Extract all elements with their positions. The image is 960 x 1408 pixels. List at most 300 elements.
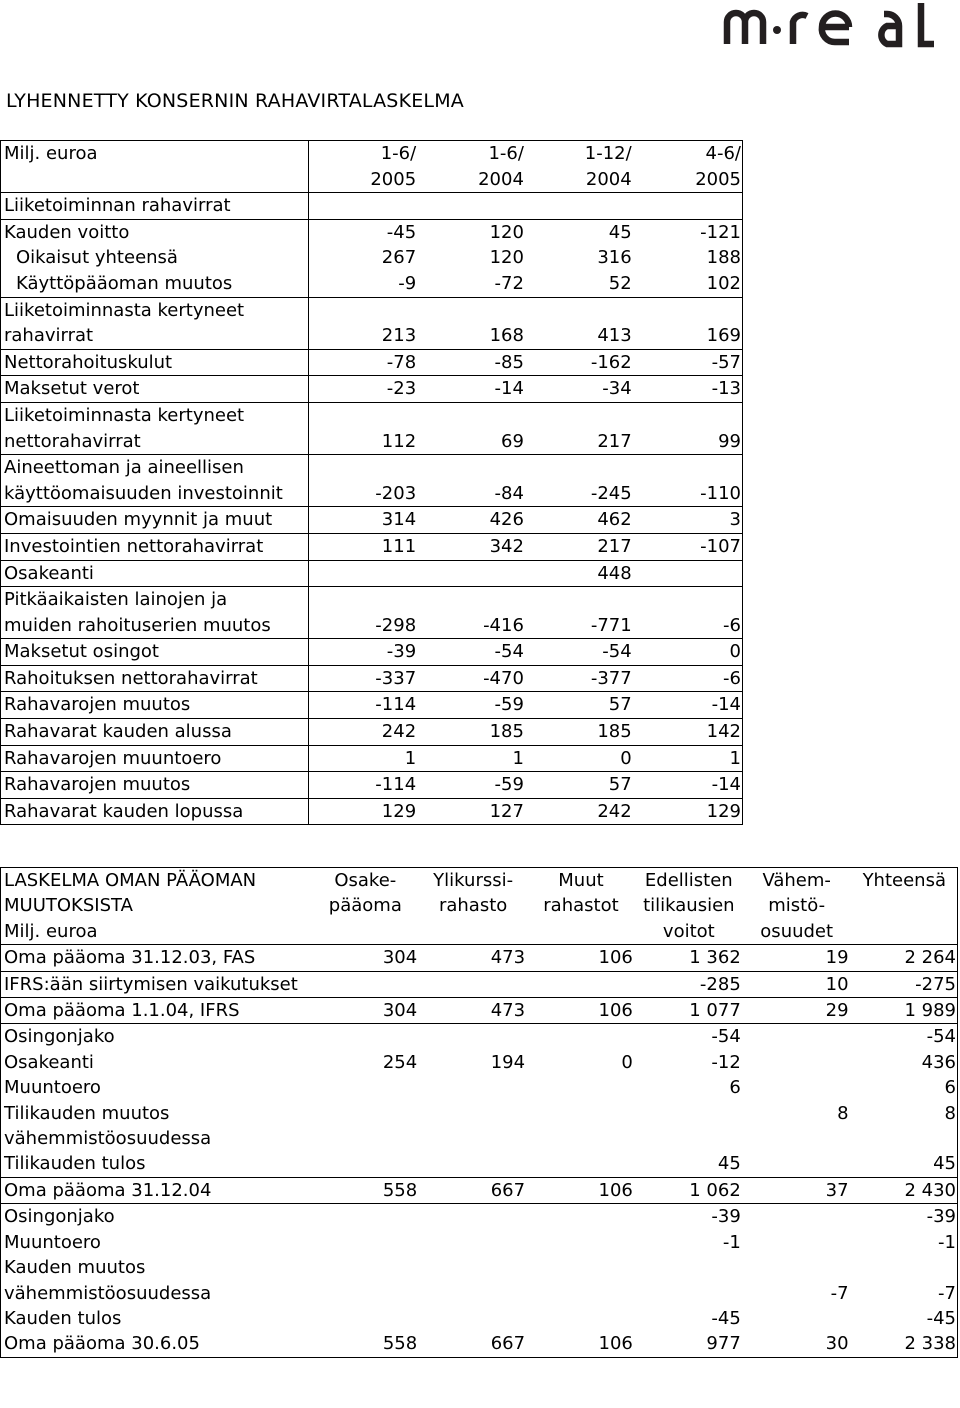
- row-value: 213: [308, 323, 417, 349]
- row-label: Maksetut osingot: [1, 639, 309, 666]
- row-value: 168: [417, 323, 525, 349]
- row-value: 1 062: [634, 1177, 742, 1203]
- row-value: [742, 1255, 850, 1280]
- table-row: [1, 1075, 958, 1100]
- equity-changes-table: [0, 867, 958, 1358]
- table-row: [1, 1230, 958, 1255]
- row-value: [310, 971, 418, 997]
- row-value: 413: [525, 323, 633, 349]
- row-value: 342: [417, 533, 525, 560]
- row-value: 304: [310, 945, 418, 971]
- row-value: [633, 193, 743, 220]
- row-value: [418, 1101, 526, 1126]
- equity-column-header: Vähem-: [762, 870, 831, 891]
- table-row: [1, 745, 743, 772]
- row-value: 169: [633, 323, 743, 349]
- row-value: 462: [525, 507, 633, 534]
- row-value: 473: [418, 945, 526, 971]
- table-row: [1, 1177, 958, 1203]
- row-value: 45: [634, 1151, 742, 1177]
- cashflow-period-header: 2004: [417, 167, 525, 193]
- table-row: [1, 798, 743, 825]
- row-value: [418, 1230, 526, 1255]
- row-value: -54: [417, 639, 525, 666]
- row-value: -7: [830, 1282, 849, 1304]
- cashflow-period-header: 2005: [633, 167, 743, 193]
- row-value: -6: [633, 665, 743, 692]
- equity-column-header: Yhteensä: [862, 870, 946, 891]
- equity-column-header: Muut: [558, 870, 604, 891]
- row-label: Rahavarojen muutos: [1, 692, 309, 719]
- row-value: 316: [597, 247, 632, 269]
- row-label: Muuntoero: [4, 1077, 101, 1099]
- row-label: Käyttöpääoman muutos: [1, 271, 309, 297]
- row-value: [526, 1255, 634, 1280]
- row-value: -45: [711, 1307, 741, 1329]
- row-value: -114: [308, 772, 417, 799]
- row-value: 127: [489, 800, 524, 822]
- table-row: [1, 1331, 958, 1357]
- equity-column-header: [850, 919, 958, 945]
- row-value: 1: [633, 745, 743, 772]
- table-row: [1, 971, 958, 997]
- row-label: Tilikauden tulos: [1, 1151, 311, 1177]
- equity-column-header: tilikausien: [643, 895, 735, 917]
- row-value: 2 430: [850, 1177, 958, 1203]
- row-value: [742, 1075, 850, 1100]
- row-value: 473: [418, 998, 526, 1024]
- cashflow-table: [0, 140, 743, 825]
- row-value: -84: [417, 481, 525, 507]
- row-label: IFRS:ään siirtymisen vaikutukset: [1, 971, 311, 997]
- row-value: -6: [633, 613, 743, 639]
- row-value: 3: [633, 507, 743, 534]
- table-row: [1, 402, 743, 428]
- row-value: [526, 971, 634, 997]
- row-value: [526, 1075, 634, 1100]
- row-value: 69: [417, 429, 525, 455]
- row-value: [742, 1024, 850, 1049]
- row-value: -203: [308, 481, 417, 507]
- table-row: [1, 507, 743, 534]
- row-value: 129: [706, 800, 741, 822]
- row-value: -285: [634, 971, 742, 997]
- row-value: [633, 560, 743, 587]
- row-value: 30: [825, 1333, 849, 1355]
- equity-column-header: [310, 919, 418, 945]
- row-label: Maksetut verot: [1, 376, 309, 403]
- document-title: LYHENNETTY KONSERNIN RAHAVIRTALASKELMA: [6, 90, 465, 112]
- row-value: -245: [525, 481, 633, 507]
- row-value: -1: [938, 1231, 956, 1253]
- m-real-logo: [722, 0, 950, 48]
- row-value: -23: [308, 376, 417, 403]
- table-row: [1, 665, 743, 692]
- row-label: Rahavarat kauden lopussa: [1, 798, 309, 825]
- row-value: 106: [526, 998, 634, 1024]
- equity-column-header: [850, 893, 958, 918]
- row-value: [526, 1151, 634, 1177]
- row-value: 217: [525, 429, 633, 455]
- row-value: [526, 1101, 634, 1126]
- row-value: -59: [417, 772, 525, 799]
- row-label: Kauden tulos: [4, 1307, 122, 1329]
- row-label: Rahavarojen muutos: [1, 772, 309, 799]
- row-value: [418, 1255, 526, 1280]
- row-value: [310, 1230, 418, 1255]
- row-value: -57: [633, 349, 743, 376]
- row-label: Kauden voitto: [1, 219, 309, 245]
- row-value: [850, 1255, 958, 1280]
- equity-column-header: Ylikurssi-: [433, 870, 514, 891]
- row-value: [417, 193, 525, 220]
- row-value: 2 338: [904, 1333, 956, 1355]
- row-value: -470: [417, 665, 525, 692]
- row-value: 8: [837, 1102, 849, 1124]
- row-value: [310, 1281, 418, 1306]
- cashflow-period-header: 1-6/: [380, 143, 417, 164]
- cashflow-period-header: 1-12/: [584, 143, 632, 164]
- table-row: [1, 429, 743, 455]
- row-value: -9: [308, 271, 417, 297]
- row-value: [417, 560, 525, 587]
- row-value: 111: [308, 533, 417, 560]
- row-value: 254: [382, 1051, 418, 1073]
- row-label: Kauden muutos: [4, 1257, 146, 1279]
- row-value: [526, 1281, 634, 1306]
- row-value: 19: [742, 945, 850, 971]
- table-row: [1, 998, 958, 1024]
- row-label: vähemmistöosuudessa: [4, 1128, 212, 1150]
- table-row: [1, 1306, 958, 1331]
- row-label: muiden rahoituserien muutos: [1, 613, 309, 639]
- row-value: [634, 1281, 742, 1306]
- row-value: [526, 1126, 634, 1151]
- row-value: 185: [525, 719, 633, 746]
- row-value: [526, 1230, 634, 1255]
- row-value: [634, 1101, 742, 1126]
- equity-header-title: MUUTOKSISTA: [4, 895, 133, 917]
- row-label: vähemmistöosuudessa: [4, 1282, 212, 1304]
- row-value: 1: [417, 745, 525, 772]
- row-value: [526, 1306, 634, 1331]
- equity-column-header: [526, 919, 634, 945]
- row-value: 0: [621, 1051, 633, 1073]
- row-value: 1: [308, 745, 417, 772]
- row-value: -121: [700, 221, 741, 243]
- row-value: -416: [417, 613, 525, 639]
- table-row: [1, 1101, 958, 1126]
- row-label: Oikaisut yhteensä: [1, 245, 309, 271]
- table-row: [1, 1151, 958, 1177]
- row-label: Oma pääoma 30.6.05: [4, 1333, 200, 1355]
- row-value: [310, 1306, 418, 1331]
- row-value: 142: [633, 719, 743, 746]
- row-value: 217: [525, 533, 633, 560]
- row-value: 120: [489, 247, 524, 269]
- equity-header-row: [1, 893, 958, 918]
- row-value: -34: [525, 376, 633, 403]
- row-value: [417, 297, 525, 323]
- row-label: Muuntoero: [4, 1231, 101, 1253]
- equity-column-header: rahastot: [543, 895, 619, 917]
- row-value: [417, 402, 525, 428]
- row-value: -162: [525, 349, 633, 376]
- row-value: [418, 1151, 526, 1177]
- row-value: [525, 297, 633, 323]
- equity-column-header: voitot: [634, 919, 742, 945]
- table-row: [1, 587, 743, 613]
- row-label: Pitkäaikaisten lainojen ja: [1, 587, 309, 613]
- row-value: 6: [729, 1077, 741, 1099]
- row-value: -59: [417, 692, 525, 719]
- row-value: 558: [310, 1177, 418, 1203]
- table-row: [1, 481, 743, 507]
- row-value: [308, 560, 417, 587]
- row-value: 1 077: [634, 998, 742, 1024]
- row-value: 667: [418, 1177, 526, 1203]
- table-row: [1, 692, 743, 719]
- row-value: [634, 1126, 742, 1151]
- row-label: Osakeanti: [1, 560, 309, 587]
- cashflow-period-header: 4-6/: [705, 143, 741, 164]
- row-value: 29: [742, 998, 850, 1024]
- row-value: -14: [417, 376, 525, 403]
- row-value: [310, 1024, 418, 1049]
- row-value: 129: [381, 800, 417, 822]
- row-label: Rahavarojen muuntoero: [1, 745, 309, 772]
- row-value: [310, 1255, 418, 1280]
- table-row: [1, 271, 743, 297]
- row-value: [418, 1204, 526, 1229]
- row-value: [633, 402, 743, 428]
- row-value: [308, 297, 417, 323]
- row-value: [742, 1230, 850, 1255]
- equity-header-title: LASKELMA OMAN PÄÄOMAN: [4, 870, 257, 891]
- row-value: 10: [742, 971, 850, 997]
- row-value: 977: [706, 1333, 741, 1355]
- row-label: Rahoituksen nettorahavirrat: [1, 665, 309, 692]
- row-value: -39: [308, 639, 417, 666]
- row-value: 0: [633, 639, 743, 666]
- row-label: Liiketoiminnan rahavirrat: [1, 193, 309, 220]
- row-value: 6: [944, 1077, 956, 1099]
- row-value: [310, 1126, 418, 1151]
- row-value: -298: [308, 613, 417, 639]
- row-value: 188: [706, 247, 741, 269]
- row-value: -54: [525, 639, 633, 666]
- row-value: [525, 455, 633, 481]
- row-value: 120: [489, 221, 524, 243]
- row-value: 106: [598, 1333, 633, 1355]
- row-value: 436: [921, 1051, 956, 1073]
- table-row: [1, 560, 743, 587]
- row-value: [310, 1101, 418, 1126]
- table-row: [1, 1126, 958, 1151]
- row-value: [742, 1050, 850, 1075]
- row-value: -54: [711, 1026, 741, 1048]
- row-value: -110: [633, 481, 743, 507]
- row-value: 242: [308, 719, 417, 746]
- equity-column-header: [418, 919, 526, 945]
- equity-column-header: Edellisten: [644, 870, 733, 891]
- row-value: [308, 402, 417, 428]
- table-row: [1, 613, 743, 639]
- row-value: 57: [525, 772, 633, 799]
- row-value: [418, 1075, 526, 1100]
- row-value: 448: [525, 560, 633, 587]
- row-label: Aineettoman ja aineellisen: [1, 455, 309, 481]
- table-row: [1, 376, 743, 403]
- row-value: 99: [633, 429, 743, 455]
- row-value: -78: [308, 349, 417, 376]
- row-value: [525, 193, 633, 220]
- cashflow-header-label: [1, 167, 309, 193]
- row-value: -1: [722, 1231, 741, 1253]
- row-label: Tilikauden muutos: [4, 1102, 170, 1124]
- row-value: 304: [310, 998, 418, 1024]
- row-value: 112: [308, 429, 417, 455]
- row-label: Oma pääoma 1.1.04, IFRS: [1, 998, 311, 1024]
- row-value: -39: [926, 1206, 956, 1228]
- equity-column-header: pääoma: [328, 895, 402, 917]
- row-value: 45: [850, 1151, 958, 1177]
- row-value: [310, 1151, 418, 1177]
- row-value: [526, 1024, 634, 1049]
- table-row: [1, 1024, 958, 1049]
- equity-header-row: [1, 919, 958, 945]
- row-label: käyttöomaisuuden investoinnit: [1, 481, 309, 507]
- row-value: [310, 1075, 418, 1100]
- row-label: Investointien nettorahavirrat: [1, 533, 309, 560]
- row-value: -12: [711, 1051, 741, 1073]
- row-value: 558: [382, 1333, 418, 1355]
- row-value: [633, 455, 743, 481]
- row-value: -275: [850, 971, 958, 997]
- cashflow-header-row: [1, 167, 743, 193]
- row-value: -39: [711, 1206, 741, 1228]
- row-value: [633, 587, 743, 613]
- row-label: nettorahavirrat: [1, 429, 309, 455]
- row-value: -107: [633, 533, 743, 560]
- row-value: [742, 1204, 850, 1229]
- table-row: [1, 772, 743, 799]
- equity-column-header: mistö-: [768, 895, 826, 917]
- equity-column-header: Osake-: [334, 870, 397, 891]
- row-value: 106: [526, 945, 634, 971]
- row-value: [418, 1024, 526, 1049]
- row-value: [742, 1151, 850, 1177]
- row-value: -771: [525, 613, 633, 639]
- row-value: 45: [608, 221, 632, 243]
- row-value: 426: [417, 507, 525, 534]
- row-value: [308, 587, 417, 613]
- row-value: 267: [381, 247, 417, 269]
- table-row: [1, 349, 743, 376]
- equity-header-title: Milj. euroa: [1, 919, 311, 945]
- row-value: [417, 587, 525, 613]
- table-row: [1, 219, 743, 245]
- row-value: -7: [938, 1282, 956, 1304]
- row-value: -14: [633, 692, 743, 719]
- cashflow-period-header: 2005: [308, 167, 417, 193]
- row-value: 1 362: [634, 945, 742, 971]
- row-value: 2 264: [850, 945, 958, 971]
- row-value: [742, 1126, 850, 1151]
- table-row: [1, 945, 958, 971]
- row-value: -114: [308, 692, 417, 719]
- row-value: 1 989: [850, 998, 958, 1024]
- row-value: -377: [525, 665, 633, 692]
- row-value: [850, 1126, 958, 1151]
- row-value: 185: [417, 719, 525, 746]
- row-value: -85: [417, 349, 525, 376]
- row-value: -13: [633, 376, 743, 403]
- row-value: [308, 455, 417, 481]
- row-label: Oma pääoma 31.12.04: [1, 1177, 311, 1203]
- row-value: 667: [490, 1333, 526, 1355]
- row-value: 194: [490, 1051, 526, 1073]
- row-label: rahavirrat: [1, 323, 309, 349]
- table-row: [1, 245, 743, 271]
- row-value: 0: [525, 745, 633, 772]
- table-row: [1, 1281, 958, 1306]
- row-value: [525, 587, 633, 613]
- row-label: Oma pääoma 31.12.03, FAS: [1, 945, 311, 971]
- table-row: [1, 455, 743, 481]
- row-value: 314: [308, 507, 417, 534]
- equity-column-header: rahasto: [438, 895, 508, 917]
- row-label: Osingonjako: [4, 1206, 115, 1228]
- table-row: [1, 533, 743, 560]
- cashflow-period-header: 1-6/: [488, 143, 524, 164]
- row-value: [634, 1255, 742, 1280]
- row-value: 8: [944, 1102, 956, 1124]
- row-value: [742, 1306, 850, 1331]
- table-row: [1, 1050, 958, 1075]
- row-label: Nettorahoituskulut: [1, 349, 309, 376]
- row-value: 37: [742, 1177, 850, 1203]
- row-value: [525, 402, 633, 428]
- table-row: [1, 1204, 958, 1229]
- row-value: [418, 1281, 526, 1306]
- table-row: [1, 639, 743, 666]
- cashflow-period-header: 2004: [525, 167, 633, 193]
- row-value: -337: [308, 665, 417, 692]
- row-value: -72: [417, 271, 525, 297]
- row-value: [310, 1204, 418, 1229]
- table-row: [1, 1255, 958, 1280]
- table-row: [1, 323, 743, 349]
- table-row: [1, 719, 743, 746]
- row-value: 57: [525, 692, 633, 719]
- row-value: -14: [633, 772, 743, 799]
- row-value: [418, 1306, 526, 1331]
- row-value: [418, 1126, 526, 1151]
- table-row: [1, 297, 743, 323]
- row-value: [308, 193, 417, 220]
- row-value: -54: [926, 1026, 956, 1048]
- row-label: Rahavarat kauden alussa: [1, 719, 309, 746]
- row-value: [418, 971, 526, 997]
- table-row: [1, 193, 743, 220]
- row-label: Osingonjako: [4, 1026, 115, 1048]
- row-value: 242: [597, 800, 632, 822]
- row-value: 52: [525, 271, 633, 297]
- equity-header-row: [1, 868, 958, 894]
- row-label: Liiketoiminnasta kertyneet: [1, 402, 309, 428]
- row-value: -45: [386, 221, 417, 243]
